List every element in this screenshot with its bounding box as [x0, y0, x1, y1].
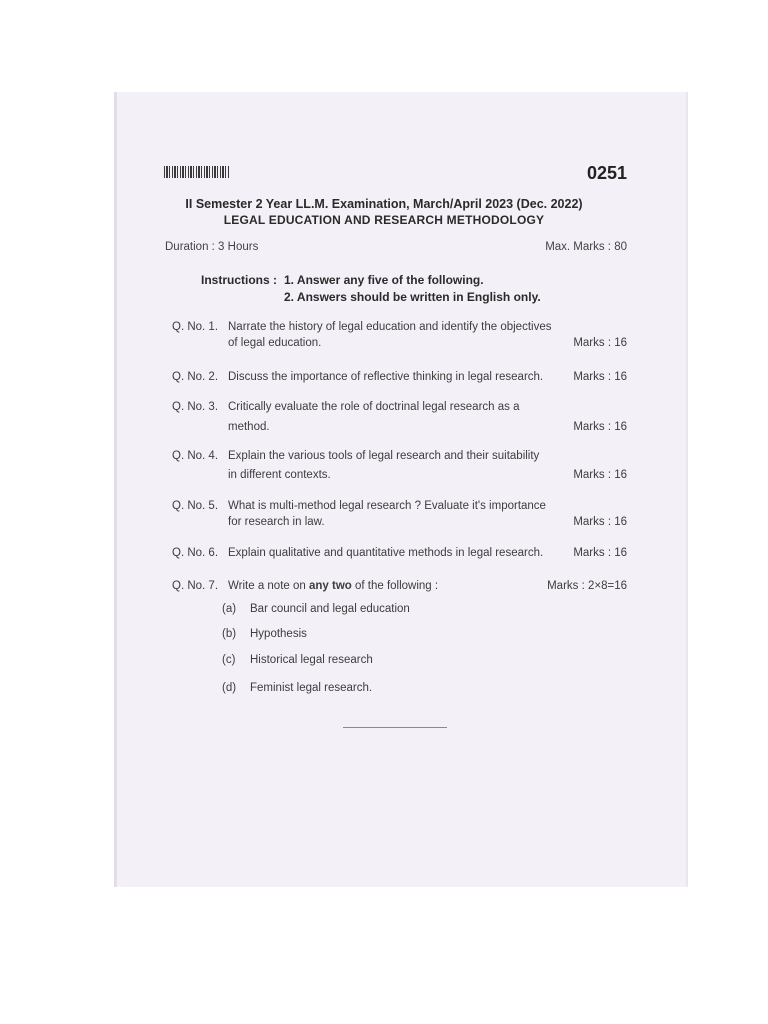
question-text-line1: Explain the various tools of legal research and their suitability — [228, 450, 540, 462]
question-number: Q. No. 3. — [172, 401, 219, 413]
question-marks: Marks : 16 — [573, 469, 627, 481]
question-number: Q. No. 6. — [172, 547, 219, 559]
max-marks: Max. Marks : 80 — [545, 241, 627, 253]
end-rule — [343, 727, 447, 728]
question-marks: Marks : 2×8=16 — [547, 580, 627, 592]
sub-item-text: Historical legal research — [250, 654, 373, 666]
question-number: Q. No. 1. — [172, 321, 219, 333]
question-text-pre: Write a note on — [228, 580, 309, 592]
paper-code: 0251 — [586, 163, 627, 183]
question-7 — [172, 578, 627, 596]
instruction-1: 1. Answer any five of the following. — [284, 273, 484, 287]
sub-item-b — [222, 628, 307, 640]
sub-item-text: Feminist legal research. — [250, 682, 373, 694]
question-4 — [172, 448, 627, 482]
duration: Duration : 3 Hours — [165, 241, 259, 253]
question-number: Q. No. 5. — [172, 500, 219, 512]
question-number: Q. No. 7. — [172, 580, 219, 592]
question-text-post: of the following : — [351, 580, 439, 592]
barcode — [164, 166, 230, 178]
subject-title: LEGAL EDUCATION AND RESEARCH METHODOLOGY — [223, 213, 545, 227]
question-text-line2: in different contexts. — [228, 469, 331, 481]
question-marks: Marks : 16 — [573, 516, 627, 528]
sub-item-d — [222, 682, 372, 694]
instruction-2: 2. Answers should be written in English only. — [284, 290, 541, 304]
question-text-line2: method. — [228, 421, 270, 433]
exam-title: II Semester 2 Year LL.M. Examination, March/April 2023 (Dec. 2022) — [185, 197, 583, 211]
question-text-line1: Explain qualitative and quantitative methods in legal research. — [228, 547, 544, 559]
sub-item-c — [222, 654, 373, 666]
sub-item-a — [222, 603, 410, 615]
question-text-line2: for research in law. — [228, 516, 325, 528]
question-marks: Marks : 16 — [573, 547, 627, 559]
question-1 — [172, 319, 627, 353]
question-text-line1: Discuss the importance of reflective thinking in legal research. — [228, 371, 544, 383]
question-marks: Marks : 16 — [573, 421, 627, 433]
question-3 — [172, 399, 627, 433]
sub-item-label: (d) — [222, 682, 237, 694]
sub-item-text: Hypothesis — [250, 628, 307, 640]
question-text-line2: of legal education. — [228, 337, 322, 349]
instructions-label: Instructions : — [201, 273, 278, 287]
question-number: Q. No. 2. — [172, 371, 219, 383]
exam-paper — [114, 92, 688, 887]
question-number: Q. No. 4. — [172, 450, 219, 462]
question-5 — [172, 498, 627, 532]
question-marks: Marks : 16 — [573, 371, 627, 383]
sub-item-label: (b) — [222, 628, 237, 640]
question-text-line1: Critically evaluate the role of doctrinal legal research as a — [228, 401, 520, 413]
question-6 — [172, 545, 627, 563]
question-text-bold: any two — [308, 580, 352, 592]
question-text-line1: What is multi-method legal research ? Evaluate it's importance — [228, 500, 546, 512]
question-marks: Marks : 16 — [573, 337, 627, 349]
question-2 — [172, 369, 627, 387]
sub-item-label: (c) — [222, 654, 236, 666]
sub-item-label: (a) — [222, 603, 237, 615]
question-text-line1: Narrate the history of legal education and identify the objectives — [228, 321, 552, 333]
sub-item-text: Bar council and legal education — [250, 603, 410, 615]
